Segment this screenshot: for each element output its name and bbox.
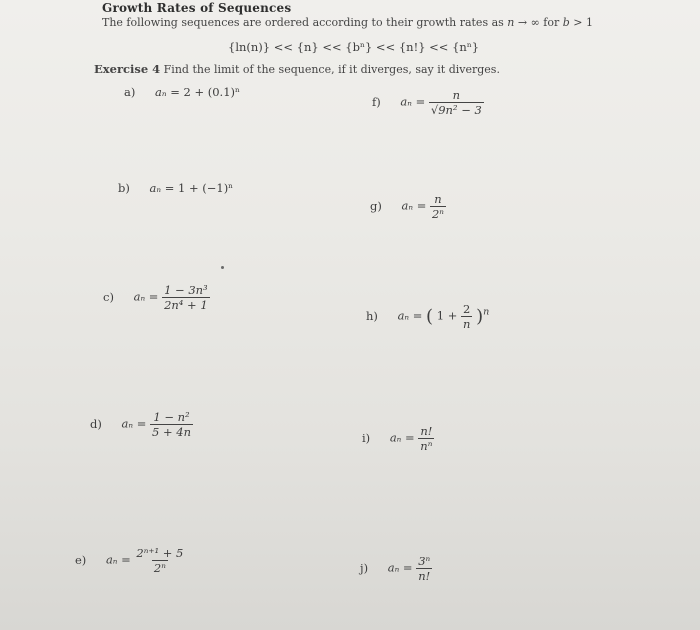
denominator: n! bbox=[418, 569, 431, 583]
denominator: 2ⁿ bbox=[153, 561, 166, 575]
problem-lhs: aₙ = bbox=[401, 198, 427, 213]
fraction bbox=[162, 283, 210, 312]
problem-label: e) bbox=[75, 552, 87, 567]
fraction bbox=[134, 546, 185, 575]
subtitle bbox=[102, 16, 593, 29]
numerator: 2ⁿ⁺¹ + 5 bbox=[136, 546, 184, 560]
subtitle-var: n bbox=[507, 16, 515, 29]
problem-lhs: aₙ = bbox=[133, 289, 159, 304]
numerator: n bbox=[452, 88, 461, 102]
problem-a bbox=[124, 85, 240, 99]
problem-j bbox=[360, 554, 432, 583]
radicand: 9n² − 3 bbox=[438, 103, 482, 117]
growth-ordering: {ln(n)} << {n} << {bⁿ} << {n!} << {nⁿ} bbox=[228, 40, 480, 54]
exercise-label: Exercise 4 bbox=[94, 62, 161, 76]
denominator: 5 + 4n bbox=[151, 425, 191, 439]
page-title: Growth Rates of Sequences bbox=[102, 1, 292, 15]
problem-label: b) bbox=[118, 181, 130, 195]
sqrt-sign: √ bbox=[430, 103, 439, 117]
problem-e bbox=[75, 546, 185, 575]
problem-lhs: aₙ bbox=[149, 181, 162, 195]
stray-mark bbox=[221, 266, 224, 269]
problem-lhs: aₙ = bbox=[121, 416, 147, 431]
problem-label: a) bbox=[124, 85, 136, 99]
numerator: 1 − 3n³ bbox=[164, 283, 208, 297]
numerator: n! bbox=[420, 424, 433, 438]
subtitle-for: for bbox=[543, 16, 560, 29]
denominator: 2ⁿ bbox=[431, 207, 444, 221]
numerator: 3ⁿ bbox=[418, 554, 431, 568]
problem-lhs: aₙ = bbox=[400, 94, 426, 109]
close-paren: ) bbox=[476, 306, 484, 327]
problem-i bbox=[362, 424, 434, 453]
fraction bbox=[430, 192, 446, 221]
problem-label: j) bbox=[360, 560, 369, 575]
problem-f bbox=[372, 88, 484, 117]
problem-h bbox=[366, 302, 489, 331]
problem-lhs: aₙ = bbox=[389, 430, 415, 445]
problem-label: c) bbox=[103, 289, 114, 304]
problem-rhs: = 2 + (0.1)ⁿ bbox=[170, 85, 240, 99]
numerator: n bbox=[434, 192, 442, 206]
problem-label: g) bbox=[370, 198, 382, 213]
subtitle-b: b bbox=[562, 16, 570, 29]
subtitle-gt: > 1 bbox=[573, 16, 593, 29]
fraction bbox=[418, 424, 434, 453]
numerator: 1 − n² bbox=[153, 410, 190, 424]
problem-label: f) bbox=[372, 94, 381, 109]
problem-rhs: = 1 + (−1)ⁿ bbox=[164, 181, 234, 195]
denominator: 2n⁴ + 1 bbox=[164, 298, 208, 312]
problem-lhs: aₙ = bbox=[105, 552, 131, 567]
fraction bbox=[429, 88, 484, 117]
problem-lhs: aₙ = bbox=[387, 560, 413, 575]
problem-label: h) bbox=[366, 308, 378, 323]
one-plus: 1 + bbox=[436, 308, 458, 323]
fraction bbox=[461, 302, 472, 331]
problem-label: d) bbox=[90, 416, 102, 431]
exercise-instructions: Find the limit of the sequence, if it diverges, say it diverges. bbox=[163, 63, 500, 76]
problem-g bbox=[370, 192, 446, 221]
fraction bbox=[150, 410, 193, 439]
problem-lhs: aₙ bbox=[155, 85, 167, 99]
open-paren: ( bbox=[426, 306, 434, 327]
problem-d bbox=[90, 410, 193, 439]
problem-lhs: aₙ = bbox=[397, 308, 423, 323]
numerator: 2 bbox=[463, 302, 471, 316]
problem-label: i) bbox=[362, 430, 371, 445]
exponent: n bbox=[483, 306, 490, 318]
denominator: n bbox=[462, 317, 471, 331]
problem-c bbox=[103, 283, 210, 312]
problem-b bbox=[118, 181, 233, 195]
denominator bbox=[429, 102, 484, 117]
fraction bbox=[416, 554, 432, 583]
subtitle-arrow: → ∞ bbox=[517, 16, 540, 29]
exercise-heading bbox=[94, 62, 500, 76]
subtitle-prefix: The following sequences are ordered according to their growth rates as bbox=[102, 16, 504, 29]
denominator: nⁿ bbox=[420, 439, 433, 453]
